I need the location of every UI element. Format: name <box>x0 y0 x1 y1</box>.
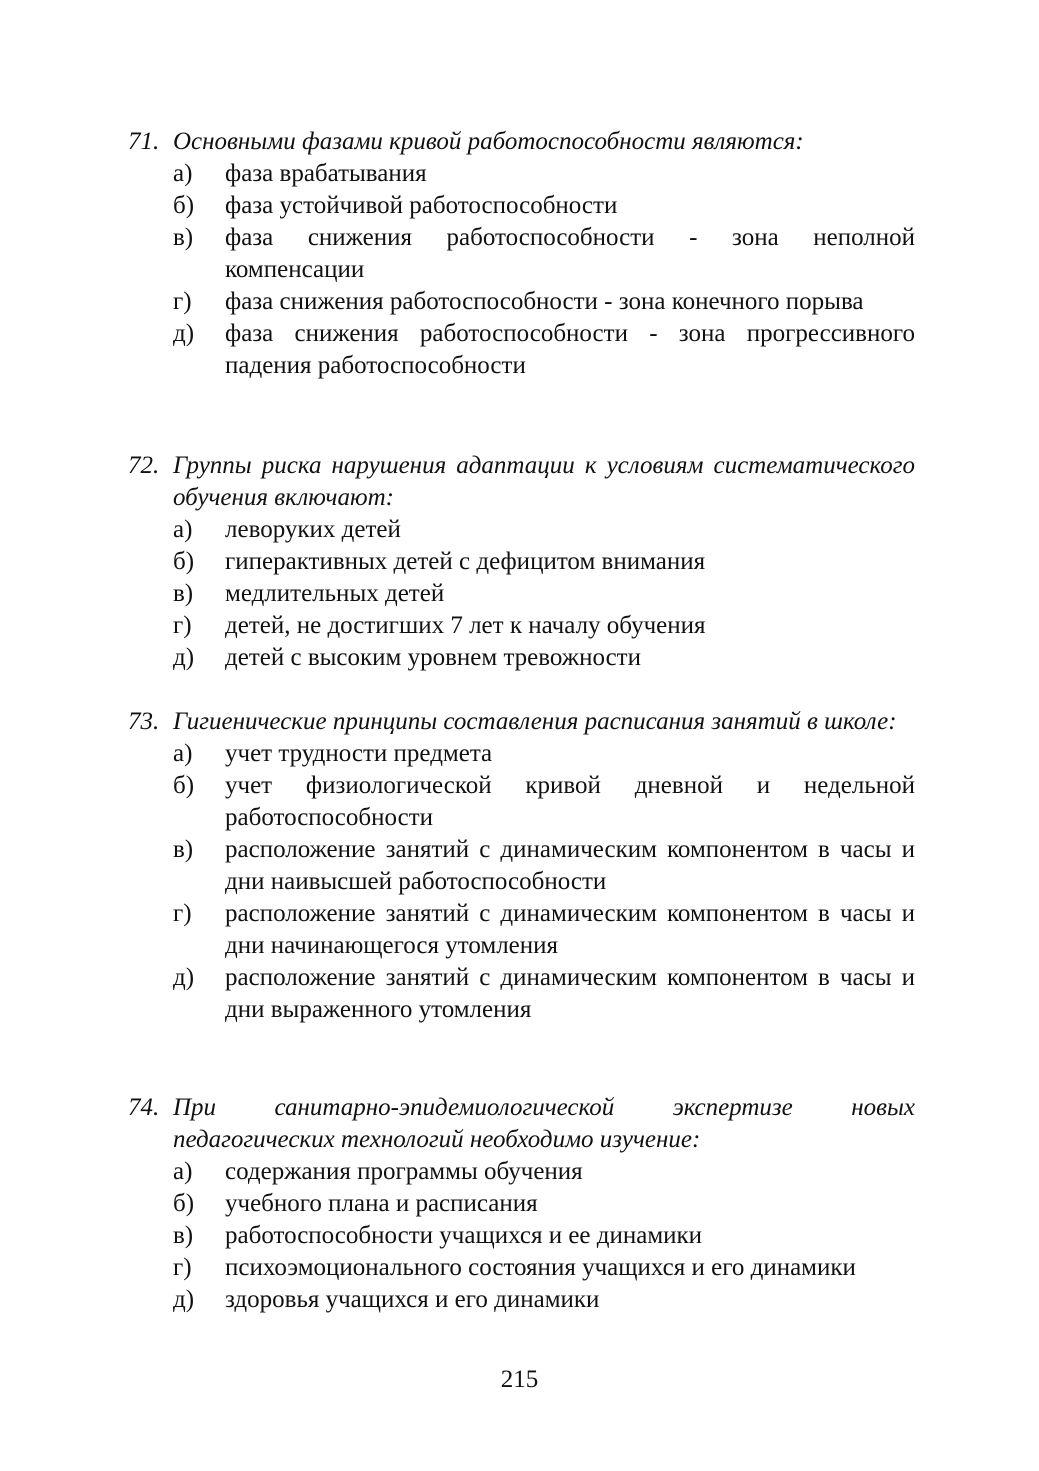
option-letter: а) <box>173 1158 193 1185</box>
option-letter: а) <box>173 160 193 187</box>
question-72 <box>0 450 1039 674</box>
option-letter: в) <box>173 580 194 607</box>
option-text: учет трудности предмета <box>225 740 493 767</box>
question-number: 73. <box>128 708 160 735</box>
option-v <box>0 1220 915 1252</box>
answer-options <box>0 514 1039 674</box>
option-letter: а) <box>173 516 193 543</box>
question-text: Гигиенические принципы составления расписания занятий в школе: <box>173 708 897 735</box>
option-b <box>0 546 915 578</box>
option-letter: д) <box>173 320 195 347</box>
page-number: 215 <box>500 1366 539 1393</box>
question-stem <box>0 126 915 158</box>
option-text: работоспособности учащихся и ее динамики <box>225 1222 703 1249</box>
option-text: леворуких детей <box>225 516 401 543</box>
question-number: 71. <box>128 128 160 155</box>
option-v <box>0 578 915 610</box>
option-text: медлительных детей <box>225 580 445 607</box>
option-g <box>0 898 915 962</box>
option-letter: б) <box>173 1190 195 1217</box>
question-stem <box>0 706 915 738</box>
option-letter: д) <box>173 644 195 671</box>
option-d <box>0 642 915 674</box>
option-a <box>0 158 915 190</box>
option-text: фаза врабатывания <box>225 160 427 187</box>
question-number: 74. <box>128 1094 160 1121</box>
question-text: Группы риска нарушения адаптации к условиям систематического обучения включают: <box>173 452 915 511</box>
option-letter: г) <box>173 1254 192 1281</box>
question-71 <box>0 126 1039 382</box>
option-a <box>0 1156 915 1188</box>
option-text: психоэмоционального состояния учащихся и его динамики <box>225 1254 856 1281</box>
option-text: здоровья учащихся и его динамики <box>225 1286 600 1313</box>
option-text: гиперактивных детей с дефицитом внимания <box>225 548 706 575</box>
option-v <box>0 222 915 286</box>
option-text: детей с высоким уровнем тревожности <box>225 644 641 671</box>
option-letter: г) <box>173 612 192 639</box>
question-74 <box>0 1092 1039 1316</box>
option-g <box>0 286 915 318</box>
option-letter: г) <box>173 900 192 927</box>
option-text: учет физиологической кривой дневной и недельной работоспособности <box>225 772 915 831</box>
question-number: 72. <box>128 452 160 479</box>
option-text: фаза снижения работоспособности - зона прогрессивного падения работоспособности <box>225 320 915 379</box>
option-v <box>0 834 915 898</box>
answer-options <box>0 1156 1039 1316</box>
option-d <box>0 318 915 382</box>
option-text: учебного плана и расписания <box>225 1190 538 1217</box>
question-text: При санитарно-эпидемиологической экспертизе новых педагогических технологий необходимо изучение: <box>173 1094 915 1153</box>
answer-options <box>0 738 1039 1026</box>
option-b <box>0 1188 915 1220</box>
option-text: детей, не достигших 7 лет к началу обучения <box>225 612 706 639</box>
question-text: Основными фазами кривой работоспособности являются: <box>173 128 804 155</box>
question-73 <box>0 706 1039 1026</box>
option-text: фаза снижения работоспособности - зона неполной компенсации <box>225 224 915 283</box>
option-letter: в) <box>173 224 194 251</box>
option-g <box>0 1252 915 1284</box>
option-letter: а) <box>173 740 193 767</box>
option-a <box>0 738 915 770</box>
option-letter: б) <box>173 548 195 575</box>
option-letter: б) <box>173 772 195 799</box>
option-text: содержания программы обучения <box>225 1158 583 1185</box>
option-letter: в) <box>173 836 194 863</box>
option-g <box>0 610 915 642</box>
option-a <box>0 514 915 546</box>
option-letter: г) <box>173 288 192 315</box>
option-letter: б) <box>173 192 195 219</box>
option-text: фаза снижения работоспособности - зона конечного порыва <box>225 288 864 315</box>
answer-options <box>0 158 1039 382</box>
option-d <box>0 962 915 1026</box>
option-letter: д) <box>173 1286 195 1313</box>
question-stem <box>0 450 915 514</box>
option-text: фаза устойчивой работоспособности <box>225 192 618 219</box>
option-text: расположение занятий с динамическим компонентом в часы и дни наивысшей работоспособности <box>225 836 915 895</box>
option-d <box>0 1284 915 1316</box>
option-letter: д) <box>173 964 195 991</box>
option-letter: в) <box>173 1222 194 1249</box>
option-b <box>0 770 915 834</box>
question-stem <box>0 1092 915 1156</box>
option-b <box>0 190 915 222</box>
option-text: расположение занятий с динамическим компонентом в часы и дни начинающегося утомления <box>225 900 915 959</box>
option-text: расположение занятий с динамическим компонентом в часы и дни выраженного утомления <box>225 964 915 1023</box>
